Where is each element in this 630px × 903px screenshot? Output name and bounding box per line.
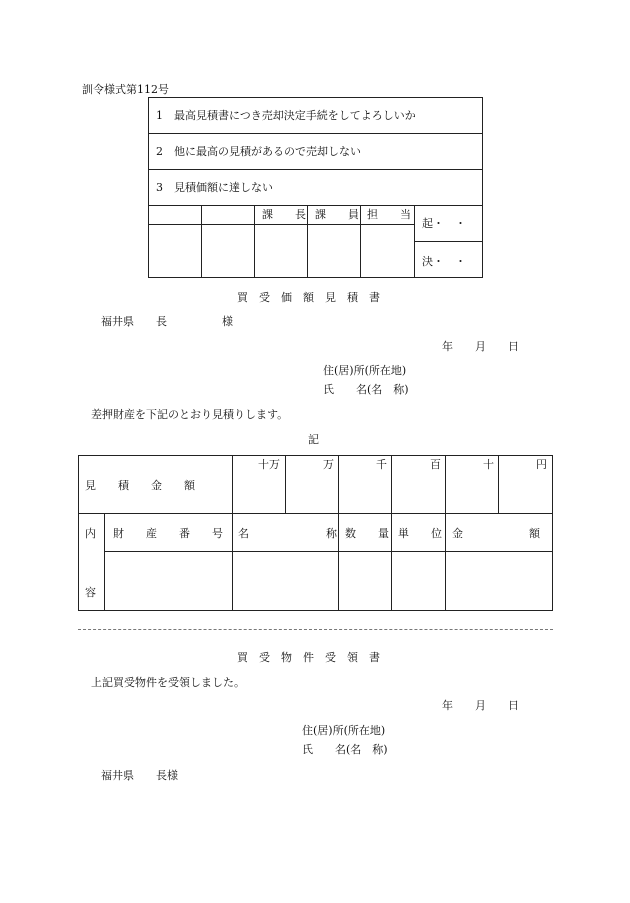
estimate-intro: 差押財産を下記のとおり見積りします。 [91, 408, 289, 421]
estimate-address-label: 住(居)所(所在地) [323, 364, 407, 377]
header-tani: 単 位 [398, 527, 442, 540]
approval-option-1: 1 最高見積書につき売却決定手続をしてよろしいか [156, 109, 416, 122]
approval-option-3: 3 見積価額に達しない [156, 181, 273, 194]
naiyo-bottom: 容 [85, 586, 96, 599]
estimate-name-label: 氏 名(名 称) [323, 383, 409, 396]
receipt-intro: 上記買受物件を受領しました。 [91, 676, 245, 689]
estimate-title: 買 受 価 額 見 積 書 [237, 291, 380, 304]
header-suryo: 数 量 [345, 527, 389, 540]
digit-juman: 十万 [258, 458, 280, 471]
digit-man: 万 [323, 458, 334, 471]
role-tanto: 担 当 [367, 208, 411, 221]
ketsu-date: 決・ ・ [422, 255, 466, 268]
naiyo-top: 内 [85, 527, 96, 540]
digit-sen: 千 [376, 458, 387, 471]
estimate-date: 年 月 日 [442, 340, 519, 353]
receipt-title: 買 受 物 件 受 領 書 [237, 651, 380, 664]
receipt-name-label: 氏 名(名 称) [302, 743, 388, 756]
receipt-addressee: 福井県 長様 [101, 769, 178, 782]
digit-en: 円 [536, 458, 547, 471]
header-zaisan-bango: 財 産 番 号 [113, 527, 223, 540]
estimate-addressee: 福井県 長 様 [101, 315, 233, 328]
receipt-date: 年 月 日 [442, 699, 519, 712]
approval-option-2: 2 他に最高の見積があるので売却しない [156, 145, 361, 158]
header-meisho: 名 称 [238, 527, 337, 540]
receipt-address-label: 住(居)所(所在地) [302, 724, 386, 737]
amount-label: 見 積 金 額 [85, 479, 195, 492]
role-kain: 課 員 [315, 208, 359, 221]
ki-label: 記 [308, 433, 319, 446]
digit-hyaku: 百 [430, 458, 441, 471]
role-kacho: 課 長 [262, 208, 306, 221]
form-number: 訓令様式第112号 [82, 83, 169, 96]
header-kingaku: 金 額 [452, 527, 540, 540]
digit-ju: 十 [483, 458, 494, 471]
cut-line [78, 629, 553, 630]
ki-date: 起・ ・ [422, 217, 466, 230]
